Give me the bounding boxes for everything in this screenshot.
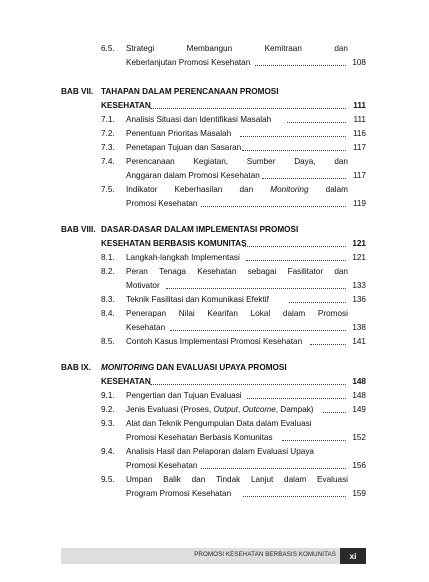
dot-leader [242, 150, 346, 151]
word: Umpan [126, 475, 153, 484]
chapter-title-line2: KESEHATAN BERBASIS KOMUNITAS [101, 239, 247, 248]
toc-entry-9-5[interactable] [0, 476, 429, 500]
word: dan [334, 157, 348, 166]
entry-number: 7.2. [101, 129, 115, 138]
word: Tindak [215, 475, 241, 484]
title-italic: MONITORING [101, 363, 155, 372]
dot-leader [243, 496, 346, 497]
entry-title-line2: Program Promosi Kesehatan [126, 489, 232, 498]
page-number: 141 [352, 337, 366, 346]
dot-leader [201, 206, 346, 207]
dot-leader [287, 122, 346, 123]
toc-chapter-8[interactable] [0, 226, 429, 250]
word: Kesehatan [197, 267, 237, 276]
chapter-label: BAB VIII. [61, 225, 96, 234]
text-part: , Dampak) [275, 405, 314, 414]
entry-title-line2: Anggaran dalam Promosi Kesehatan [126, 171, 260, 180]
word: Nilai [178, 309, 195, 318]
running-title: PROMOSI KESEHATAN BERBASIS KOMUNITAS [194, 551, 336, 558]
word: Monitoring [270, 185, 309, 194]
toc-entry-8-1[interactable] [0, 254, 429, 266]
entry-title-line2: Keberlanjutan Promosi Kesehatan [126, 58, 251, 67]
page-number: 148 [352, 391, 366, 400]
word: Lanjut [250, 475, 274, 484]
entry-title: Penetapan Tujuan dan Sasaran [126, 143, 242, 152]
word: Balik [163, 475, 181, 484]
toc-entry-7-5[interactable] [0, 186, 429, 210]
dot-leader [150, 108, 346, 109]
toc-entry-6-5[interactable] [0, 45, 429, 69]
page-number: 117 [352, 171, 366, 180]
entry-title: Langkah-langkah Implementasi [126, 253, 240, 262]
entry-title: Teknik Fasilitasi dan Komunikasi Efektif [126, 295, 269, 304]
entry-number: 7.4. [101, 157, 115, 166]
chapter-label: BAB VII. [61, 87, 94, 96]
entry-title-line1 [126, 158, 348, 166]
chapter-title-line1 [101, 364, 287, 372]
word: Fasilitator [287, 267, 324, 276]
text-part: Jenis Evaluasi (Proses, [126, 405, 214, 414]
entry-number: 6.5. [101, 44, 115, 53]
page-number: 148 [352, 377, 366, 386]
dot-leader [150, 384, 346, 385]
word: Peran [126, 267, 148, 276]
dot-leader [289, 302, 346, 303]
dot-leader [170, 330, 346, 331]
word: Keberhasilan [174, 185, 223, 194]
entry-title-line2: Promosi Kesehatan [126, 461, 198, 470]
word: Sumber [246, 157, 276, 166]
page-number: 111 [353, 101, 366, 110]
dot-leader [166, 288, 346, 289]
toc-entry-9-2[interactable] [0, 406, 429, 418]
word: sebagai [247, 267, 277, 276]
page-number: 116 [352, 129, 366, 138]
toc-chapter-9[interactable] [0, 364, 429, 388]
toc-entry-7-2[interactable] [0, 130, 429, 142]
toc-entry-7-1[interactable] [0, 116, 429, 128]
word: Kearifan [207, 309, 238, 318]
dot-leader [282, 440, 346, 441]
page-number: 111 [353, 115, 366, 124]
dot-leader [255, 65, 346, 66]
entry-number: 8.3. [101, 295, 115, 304]
dot-leader [323, 412, 346, 413]
dot-leader [310, 344, 346, 345]
toc-chapter-7[interactable] [0, 88, 429, 112]
word: dalam [284, 475, 307, 484]
entry-title-line2: Kesehatan [126, 323, 166, 332]
word: Membangun [186, 44, 233, 53]
entry-number: 9.2. [101, 405, 115, 414]
entry-title: Analisis Situasi dan Identifikasi Masalah [126, 115, 272, 124]
entry-number: 8.1. [101, 253, 115, 262]
word: dan [239, 185, 254, 194]
toc-entry-8-3[interactable] [0, 296, 429, 308]
entry-title-line2: Motivator [126, 281, 160, 290]
chapter-title-line2: KESEHATAN [101, 101, 151, 110]
word: dalam [282, 309, 306, 318]
page-number: 133 [352, 281, 366, 290]
entry-number: 9.5. [101, 475, 115, 484]
entry-number: 9.3. [101, 419, 115, 428]
page-number: 156 [352, 461, 366, 470]
page-number: 121 [352, 239, 366, 248]
dot-leader [246, 260, 346, 261]
entry-title-line2: Promosi Kesehatan [126, 199, 198, 208]
entry-number: 9.1. [101, 391, 115, 400]
page-number: 136 [352, 295, 366, 304]
toc-entry-7-4[interactable] [0, 158, 429, 182]
chapter-title-line2: KESEHATAN [101, 377, 151, 386]
page-number: 121 [352, 253, 366, 262]
word: Indikator [126, 185, 158, 194]
word: Daya, [294, 157, 316, 166]
entry-title-line1: Analisis Hasil dan Pelaporan dalam Evaluasi Upaya [126, 447, 314, 456]
entry-number: 7.3. [101, 143, 115, 152]
toc-entry-8-5[interactable] [0, 338, 429, 350]
entry-number: 9.4. [101, 447, 115, 456]
entry-title-line1 [126, 186, 348, 194]
page-number: 149 [352, 405, 366, 414]
entry-number: 8.2. [101, 267, 115, 276]
dot-leader [247, 398, 346, 399]
word: Kemitraan [264, 44, 302, 53]
dot-leader [240, 136, 346, 137]
page-number-roman: xi [340, 548, 366, 564]
word: Lokal [250, 309, 271, 318]
word: Penerapan [126, 309, 167, 318]
word: dan [334, 44, 348, 53]
entry-title: Penentuan Prioritas Masalah [126, 129, 232, 138]
page-number: 108 [352, 58, 366, 67]
page-number: 159 [352, 489, 366, 498]
word: Promosi [317, 309, 348, 318]
text-italic: Outcome [242, 405, 276, 414]
entry-title [126, 406, 314, 414]
dot-leader [201, 468, 346, 469]
chapter-title-line1: DASAR-DASAR DALAM IMPLEMENTASI PROMOSI [101, 225, 299, 234]
toc-entry-9-1[interactable] [0, 392, 429, 404]
word: dan [191, 475, 206, 484]
page-number: 117 [352, 143, 366, 152]
entry-number: 8.4. [101, 309, 115, 318]
page-number: 138 [352, 323, 366, 332]
entry-title-line2: Promosi Kesehatan Berbasis Komunitas [126, 433, 273, 442]
dot-leader [243, 246, 346, 247]
word: Perencanaan [126, 157, 175, 166]
entry-title-line1 [126, 45, 348, 53]
page-number: 119 [352, 199, 366, 208]
text-italic: Output [213, 405, 238, 414]
entry-title: Contoh Kasus Implementasi Promosi Kesehatan [126, 337, 303, 346]
text-part: , [237, 405, 243, 414]
chapter-label: BAB IX. [61, 363, 92, 372]
entry-title-line1 [126, 310, 348, 318]
word: Evaluasi [317, 475, 348, 484]
entry-title-line1 [126, 268, 348, 276]
toc-entry-9-4[interactable] [0, 448, 429, 472]
toc-entry-8-2[interactable] [0, 268, 429, 292]
toc-entry-9-3[interactable] [0, 420, 429, 444]
dot-leader [262, 178, 346, 179]
entry-title-line1 [126, 476, 348, 484]
word: Tenaga [159, 267, 186, 276]
word: dalam [325, 185, 348, 194]
word: Kegiatan, [193, 157, 229, 166]
word: dan [334, 267, 348, 276]
page-footer [61, 548, 366, 564]
entry-number: 8.5. [101, 337, 115, 346]
toc-entry-8-4[interactable] [0, 310, 429, 334]
entry-title-line1: Alat dan Teknik Pengumpulan Data dalam Evaluasi [126, 419, 312, 428]
word: Strategi [126, 44, 155, 53]
title-rest: DAN EVALUASI UPAYA PROMOSI [154, 363, 287, 372]
entry-title: Pengertian dan Tujuan Evaluasi [126, 391, 242, 400]
entry-number: 7.1. [101, 115, 115, 124]
page-number: 152 [352, 433, 366, 442]
chapter-title-line1: TAHAPAN DALAM PERENCANAAN PROMOSI [101, 87, 279, 96]
entry-number: 7.5. [101, 185, 115, 194]
toc-entry-7-3[interactable] [0, 144, 429, 156]
